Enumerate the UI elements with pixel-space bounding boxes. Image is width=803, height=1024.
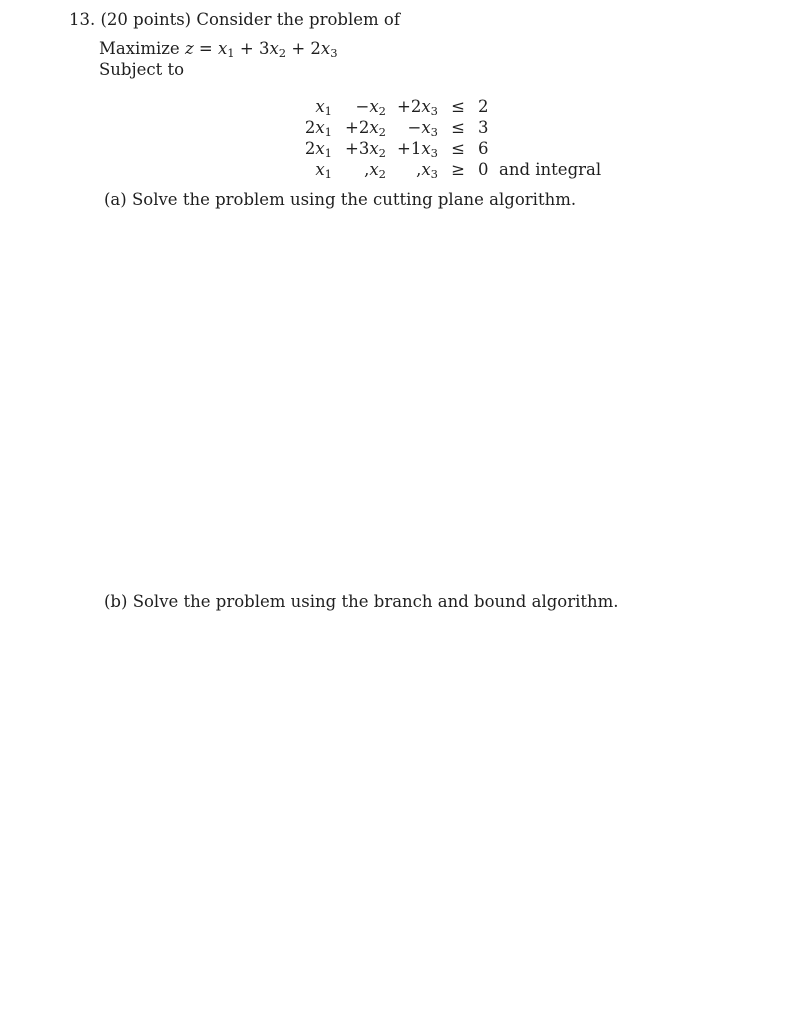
and-integral-text: and integral — [499, 160, 602, 179]
subject-to-label: Subject to — [99, 60, 185, 79]
problem-points: (20 points) — [100, 10, 192, 29]
constraint-row: $x_1$ $-x_2$ $+2x_3$ ≤ 2 — [315, 97, 489, 118]
constraint-row: $2x_1$ $+3x_2$ $+1x_3$ ≤ 6 — [304, 139, 489, 160]
objective-label: Maximize — [99, 39, 180, 58]
problem-intro: Consider the problem of — [196, 10, 400, 29]
constraint-row: $2x_1$ $+2x_2$ $-x_3$ ≤ 3 — [304, 118, 489, 139]
part-a-text: Solve the problem using the cutting plane algorithm. — [131, 190, 577, 209]
problem-header — [69, 10, 400, 30]
part-a — [104, 190, 576, 210]
problem-number: 13. — [69, 10, 96, 29]
part-b-label: (b) — [104, 592, 128, 611]
part-b — [104, 592, 619, 612]
part-a-label: (a) — [104, 190, 127, 209]
part-b-text: Solve the problem using the branch and bound algorithm. — [132, 592, 619, 611]
objective-line: Maximize $z = x_1 + 3x_2 + 2x_3$ — [99, 39, 338, 60]
constraint-row: $x_1$ $,x_2$ $,x_3$ ≥ 0 and integral — [315, 160, 602, 181]
